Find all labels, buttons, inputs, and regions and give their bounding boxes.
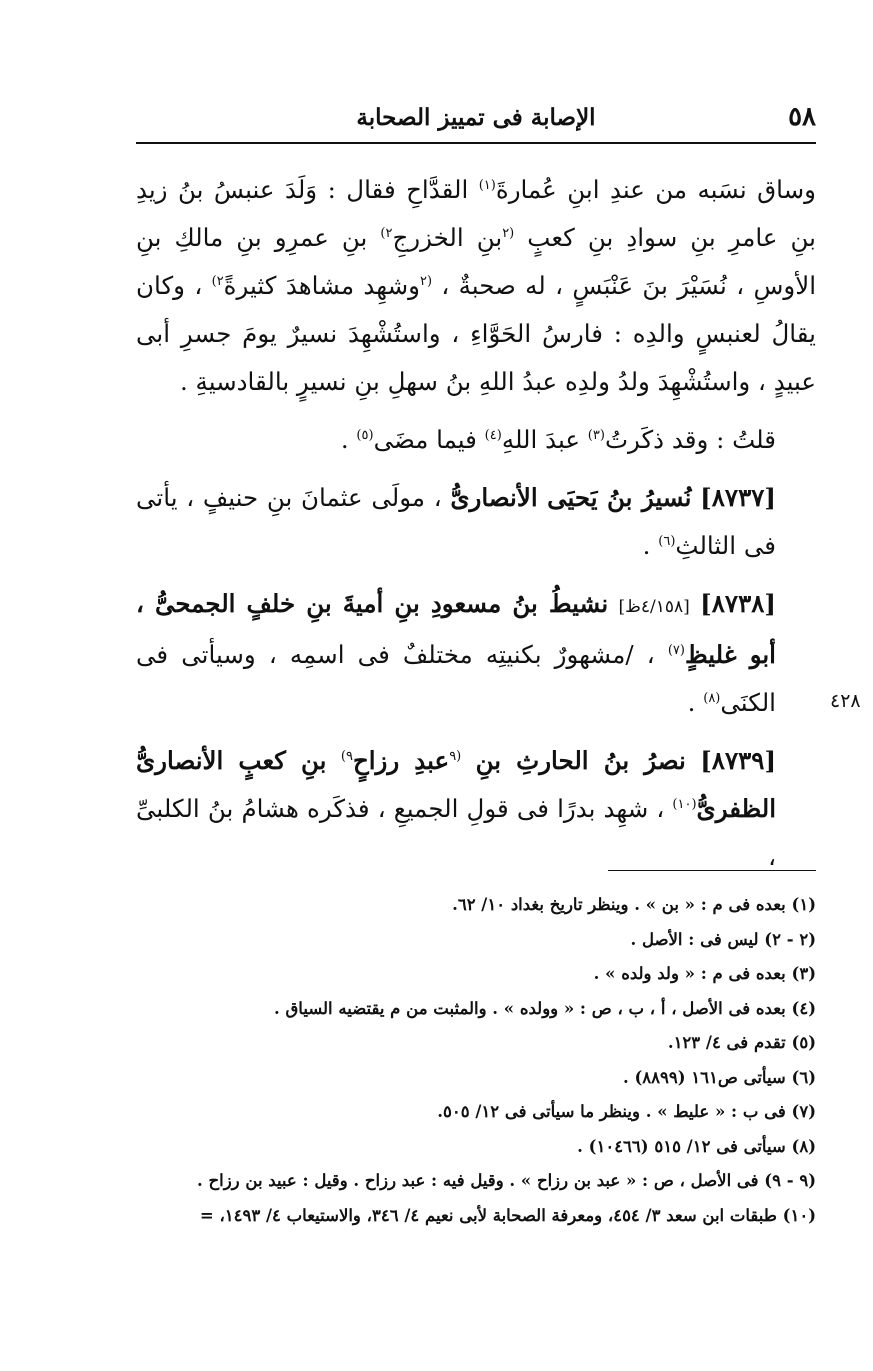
entry-8737: [٨٧٣٧] نُسيرُ بنُ يَحيَى الأنصارىُّ ، مولَى عثمانَ بنِ حنيفٍ ، يأتى فى الثالثِ$^{(٦)}$ . (136, 483, 776, 560)
manuscript-ref: [٤/١٥٨ظ] (618, 597, 690, 617)
entry-number: [٨٧٣٧] (700, 483, 776, 512)
footnote-marker[interactable]: ٢) (380, 225, 393, 241)
footnote-rule (608, 870, 816, 871)
entry-name: نُسيرُ بنُ يَحيَى الأنصارىُّ (450, 483, 692, 512)
page-number: ٥٨ (788, 102, 816, 132)
main-text (136, 166, 816, 891)
footnote: (٩ - ٩) فى الأصل ، ص : « عبد بن رزاح » . وقيل فيه : عبد رزاح . وقيل : عبيد بن رزاح . (196, 1171, 816, 1190)
footnote-marker[interactable]: (٣) (587, 427, 605, 443)
entry-name: نصرُ بنُ الحارثِ بنِ (475, 746, 686, 775)
margin-page-ref: ٤٢٨ (830, 690, 861, 712)
paragraph-note: قلتُ : وقد ذكَرتُ$^{(٣)}$ عبدَ اللهِ$^{(٤)}$ فيما مضَى$^{(٥)}$ . (340, 425, 776, 454)
footnote-marker[interactable]: (٦) (658, 533, 676, 549)
footnote: (٦) سيأتى ص١٦١ (٨٨٩٩) . (622, 1067, 816, 1087)
footnote-marker[interactable]: (٤) (484, 427, 502, 443)
footnote-marker[interactable]: (٩ (449, 748, 462, 764)
header-rule (136, 142, 816, 144)
footnote: (٥) تقدم فى ٤/ ١٢٣. (667, 1033, 816, 1052)
footnote-marker[interactable]: ٢) (211, 273, 224, 289)
footnote-marker[interactable]: (١) (478, 177, 496, 193)
footnote: (٤) بعده فى الأصل ، أ ، ب ، ص : « وولده » . والمثبت من م يقتضيه السياق . (274, 998, 816, 1018)
running-title: الإصابة فى تمييز الصحابة (356, 104, 596, 131)
footnote-marker[interactable]: (٢ (419, 273, 433, 289)
footnote: (٢ - ٢) ليس فى : الأصل . (630, 929, 816, 949)
footnote-marker[interactable]: (٧) (667, 642, 685, 658)
entry-8739: [٨٧٣٩] نصرُ بنُ الحارثِ بنِ $^{(٩}$عبدِ رزاحٍ$^{٩)}$ بنِ كعبٍ الأنصارىُّ الظفرىُّ$^{(١٠)}$ ، شهِد بدرًا فى قولِ الجميعِ ، فذكَره هشامُ بنُ الكلبىِّ ، (136, 746, 777, 871)
paragraph-lineage: وساق نسَبه من عندِ ابنِ عُمارةَ$^{(١)}$ القدَّاحِ فقال : وَلَدَ عنبسُ بنُ زيدِ بنِ عامرِ بنِ سوادِ بنِ كعبٍ $^{(٢}$بنِ الخزرجِ$^{٢)}$ بنِ عمرِو بنِ مالكِ بنِ الأوسِ ، نُسَيْرَ بنَ عَنْبَسٍ ، له صحبةٌ ، $^{(٢}$وشهِد مشاهدَ كثيرةً$^{٢)}$ ، وكان يقالُ لعنبسٍ والدِه : فارسُ الحَوَّاءِ ، واستُشْهِدَ نسيرٌ يومَ جسرِ أبى عبيدٍ ، واستُشْهِدَ ولدُ ولدِه عبدُ اللهِ بنُ سهلِ بنِ نسيرٍ بالقادسيةِ . (136, 175, 817, 396)
footnote-marker[interactable]: (١٠) (672, 796, 697, 812)
entry-8738: [٨٧٣٨] [٤/١٥٨ظ] نشيطُ بنُ مسعودِ بنِ أميةَ بنِ خلفٍ الجمحىُّ ، أبو غليظٍ$^{(٧)}$ ، /مشهورٌ بكنيتِه مختلفٌ فى اسمِه ، وسيأتى فى الكنَى$^{(٨)}$ . (136, 589, 776, 717)
entry-number: [٨٧٣٩] (700, 746, 777, 775)
footnote-marker[interactable]: (٢ (502, 225, 515, 241)
footnote: (١٠) طبقات ابن سعد ٣/ ٤٥٤، ومعرفة الصحابة لأبى نعيم ٤/ ٣٤٦، والاستيعاب ٤/ ١٤٩٣، = (199, 1205, 816, 1225)
footnote-marker[interactable]: ٩) (340, 748, 353, 764)
footnote: (٨) سيأتى فى ١٢/ ٥١٥ (١٠٤٦٦) . (577, 1136, 816, 1156)
page-header (136, 96, 816, 144)
footnote: (١) بعده فى م : « بن » . وينظر تاريخ بغداد ١٠/ ٦٢. (452, 895, 816, 914)
footnote: (٧) فى ب : « عليط » . وينظر ما سيأتى فى ١٢/ ٥٠٥. (437, 1102, 816, 1121)
footnotes (100, 888, 816, 1233)
entry-number: [٨٧٣٨] (700, 589, 776, 618)
entry-name: نشيطُ بنُ مسعودِ بنِ أميةَ بنِ خلفٍ الجمحىُّ ، أبو (136, 589, 776, 669)
footnote-marker[interactable]: (٨) (703, 690, 721, 706)
footnote-marker[interactable]: (٥) (356, 427, 374, 443)
footnote: (٣) بعده فى م : « ولد ولده » . (593, 964, 816, 983)
